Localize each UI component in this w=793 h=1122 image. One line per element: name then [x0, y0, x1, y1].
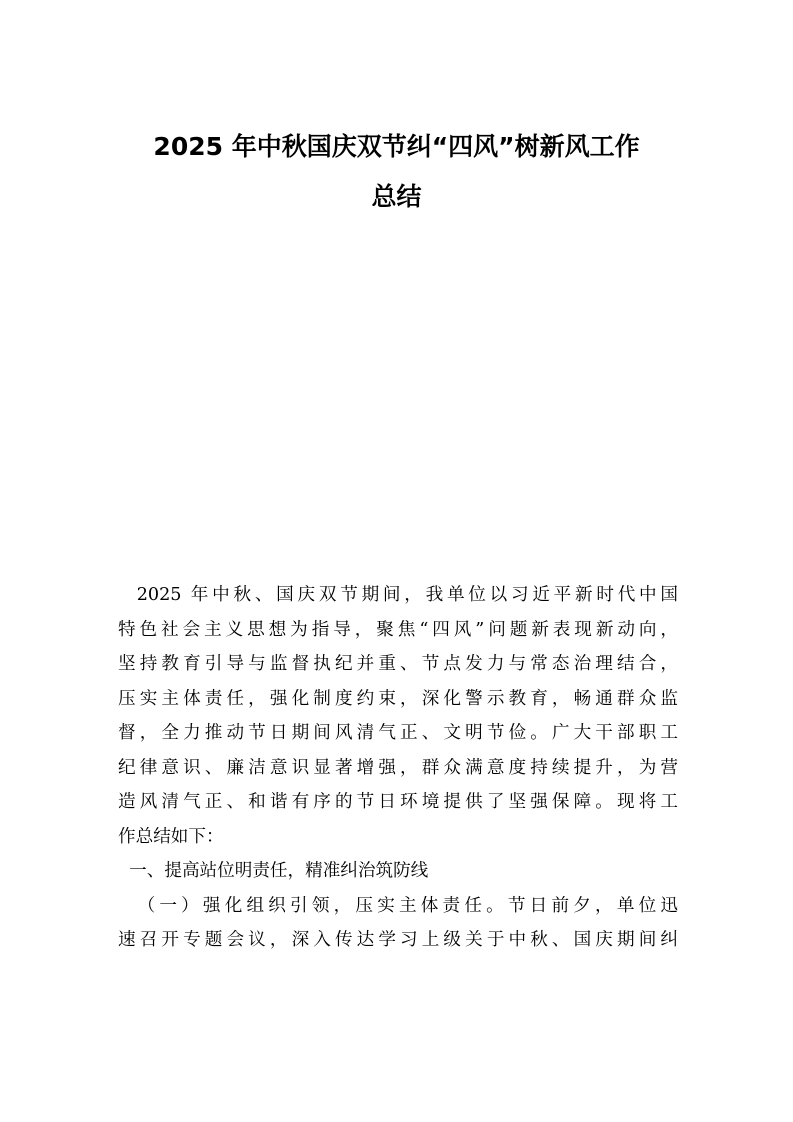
document-body — [118, 578, 678, 958]
body-line-7: 造风清气正、和谐有序的节日环境提供了坚强保障。现将工 — [118, 792, 678, 812]
body-line-6: 纪律意识、廉洁意识显著增强，群众满意度持续提升，为营 — [118, 757, 678, 778]
body-line-3: 坚持教育引导与监督执纪并重、节点发力与常态治理结合， — [118, 654, 678, 674]
body-line-10: （一）强化组织引领，压实主体责任。节日前夕，单位迅 — [118, 895, 678, 916]
body-line-4: 压实主体责任，强化制度约束，深化警示教育，畅通群众监 — [118, 688, 678, 709]
section-heading-1: 一、提高站位明责任，精准纠治筑防线 — [118, 861, 429, 881]
title-line-1: 2025 年中秋国庆双节纠“四风”树新风工作 — [153, 132, 640, 161]
body-line-11: 速召开专题会议，深入传达学习上级关于中秋、国庆期间纠 — [118, 930, 678, 950]
body-line-1: 2025 年中秋、国庆双节期间，我单位以习近平新时代中国 — [118, 585, 678, 605]
body-line-8: 作总结如下： — [118, 826, 224, 847]
body-line-5: 督，全力推动节日期间风清气正、文明节俭。广大干部职工 — [118, 723, 678, 743]
document-title — [100, 122, 693, 222]
title-line-2: 总结 — [371, 182, 422, 211]
body-line-2: 特色社会主义思想为指导，聚焦“四风”问题新表现新动向， — [118, 619, 678, 640]
